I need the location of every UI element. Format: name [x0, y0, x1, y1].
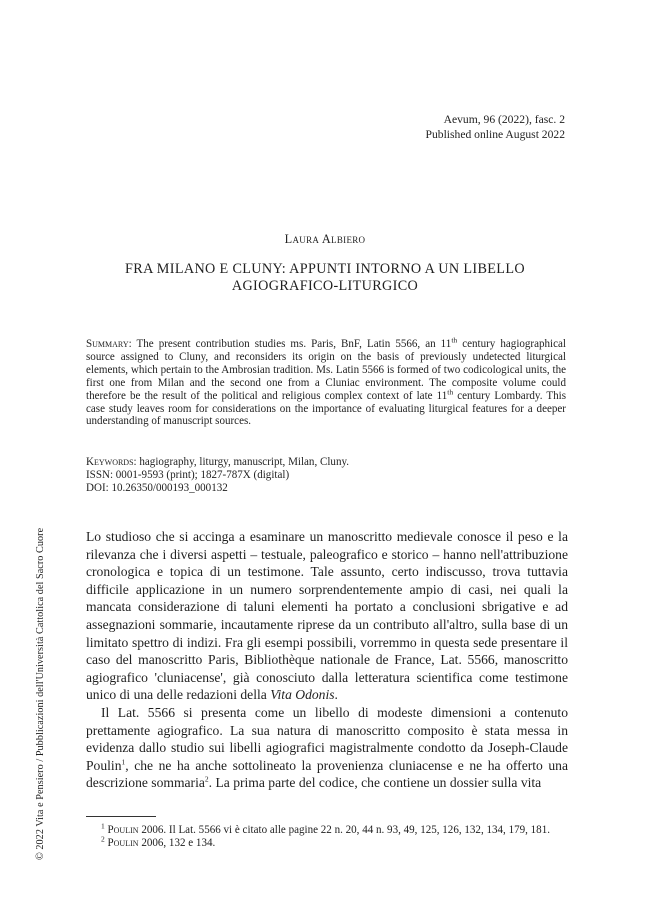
summary-label: Summary: — [86, 338, 132, 350]
summary-text-3: century Lombardy. This case study leaves room for considerations on the importance of evaluating liturgical features for a deeper understanding of manuscript sources. — [86, 389, 566, 428]
paragraph-2 — [86, 704, 568, 792]
paragraph-1-text: Lo studioso che si accinga a esaminare un manoscritto medievale conosce il peso e la rilevanza che i diversi aspetti – testuale, paleografico e storico – hanno nell'attribuzione cronologica e topica di un testimone. Tale assunto, certo indiscusso, trova tuttavia difficile applicazione in un numero sorprendentemente ampio di casi, nei quali la mancata considerazione di taluni elementi ha portato a conclusioni sbrigative e ad assegnazioni sommarie, incautamente riprese da un contributo all'altro, sulla base di un limitato spettro di indizi. Fra gli esempi possibili, vorremmo in questa sede presentare il caso del manoscritto Paris, Bibliothèque nationale de France, Lat. 5566, manoscritto agiografico 'cluniacense', già conosciuto dalla letteratura scientifica come testimone unico di una delle redazioni della — [86, 529, 568, 703]
footnote-1-author: Poulin — [107, 824, 139, 836]
footnotes — [86, 821, 568, 850]
article-metadata — [86, 456, 566, 495]
footnote-1-number: 1 — [101, 821, 105, 831]
journal-issue: Aevum, 96 (2022), fasc. 2 — [443, 113, 565, 126]
footnote-2-author: Poulin — [107, 837, 139, 850]
title-line-1: FRA MILANO E CLUNY: APPUNTI INTORNO A UN LIBELLO — [125, 261, 525, 277]
footnote-1-text: 2006. Il Lat. 5566 vi è citato alle pagine 22 n. 20, 44 n. 93, 49, 125, 126, 132, 134, 179, 181. — [141, 824, 550, 836]
author-name: Laura Albiero — [284, 232, 366, 246]
footnote-2 — [86, 834, 568, 850]
copyright-sidebar: © 2022 Vita e Pensiero / Pubblicazioni dell'Università Cattolica del Sacro Cuore — [35, 527, 46, 860]
keywords-line — [86, 456, 566, 469]
paragraph-2-text-3: . La prima parte del codice, che contiene un dossier sulla vita — [208, 775, 542, 791]
footnote-1 — [86, 821, 568, 837]
article-title — [100, 261, 550, 294]
summary-sup-1: th — [451, 335, 458, 345]
journal-info — [426, 112, 565, 142]
paragraph-2-text-2: , che ne ha anche sottolineato la provenienza cluniacense e ne ha offerto una descrizione sommaria — [86, 757, 568, 791]
keywords-text: hagiography, liturgy, manuscript, Milan, Cluny. — [139, 456, 350, 468]
footnote-ref-1[interactable]: 1 — [121, 757, 126, 767]
footnote-2-text: 2006, 132 e 134. — [141, 837, 216, 850]
footnote-2-number: 2 — [101, 834, 105, 844]
doi-line: DOI: 10.26350/000193_000132 — [86, 481, 228, 494]
footnote-separator — [86, 816, 156, 817]
summary-sup-2: th — [447, 386, 454, 396]
paragraph-2-text-1: Il Lat. 5566 si presenta come un libello di modeste dimensioni a contenuto prettamente agiografico. La sua natura di manoscritto composito è stata messa in evidenza dallo studio sui libelli agiografici magistralmente condotto da Joseph-Claude Poulin — [86, 704, 568, 773]
paragraph-1 — [86, 528, 568, 704]
footnote-ref-2[interactable]: 2 — [204, 774, 209, 784]
summary-text-1: The present contribution studies ms. Paris, BnF, Latin 5566, an 11 — [136, 338, 452, 350]
vita-odonis-title: Vita Odonis — [270, 687, 335, 703]
paragraph-1-end: . — [334, 687, 338, 703]
title-line-2: AGIOGRAFICO-LITURGICO — [231, 277, 419, 294]
keywords-label: Keywords: — [86, 456, 137, 468]
summary-text-2: century hagiographical source assigned to Cluny, and reconsiders its origin on the basis of previously undetected liturgical elements, which pertain to the Ambrosian tradition. Ms. Latin 5566 is formed of two codicological units, the first one from Milan and the second one from a Cluniac environment. The composite volume could therefore be the result of the political and religious complex context of late 11 — [86, 338, 567, 402]
main-body-text — [86, 528, 568, 792]
issn-line: ISSN: 0001-9593 (print); 1827-787X (digital) — [86, 468, 290, 481]
summary-abstract — [86, 335, 567, 428]
publication-date: Published online August 2022 — [425, 128, 565, 141]
